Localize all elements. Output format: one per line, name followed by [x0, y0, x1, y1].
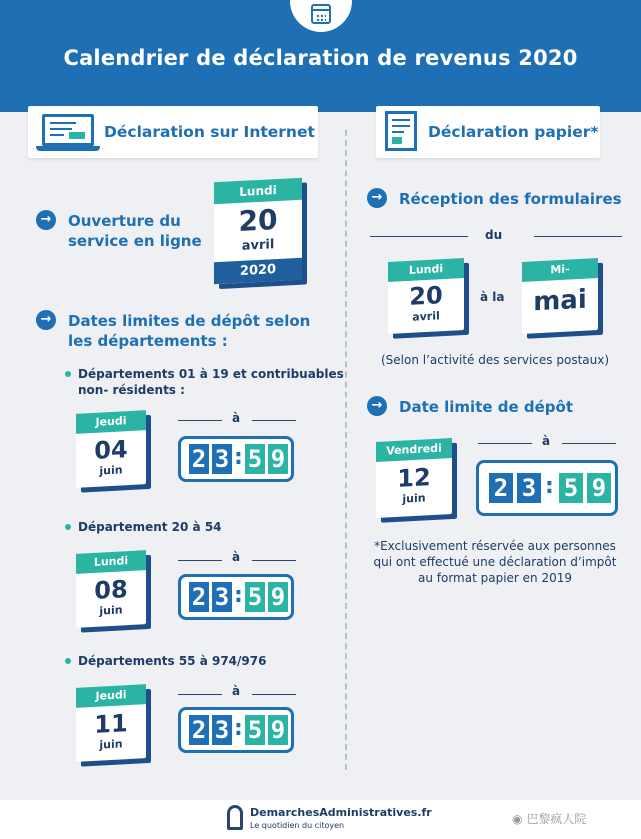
- group3-label: Départements 55 à 974/976: [78, 654, 267, 668]
- column-divider: [345, 130, 347, 770]
- separator-line: [178, 694, 222, 695]
- time-colon: :: [234, 445, 243, 470]
- a-label: à: [232, 684, 241, 698]
- opening-calendar: [214, 178, 302, 285]
- laptop-base: [36, 146, 100, 151]
- calendar-month: juin: [99, 737, 123, 752]
- calendar-day: 11: [94, 709, 128, 739]
- time-digit: 3: [212, 582, 232, 612]
- calendar-month: avril: [241, 237, 275, 254]
- a-la-label: à la: [480, 290, 505, 304]
- paper-footnote: *Exclusivement réservée aux personnes qui ont effectué une déclaration d’impôt au format papier en 2019: [373, 539, 617, 585]
- deadline-calendar: [376, 438, 452, 518]
- deadline-heading: Date limite de dépôt: [399, 398, 574, 416]
- group1-calendar: [76, 410, 146, 488]
- time-colon: :: [545, 474, 554, 499]
- calendar-weekday: Lundi: [214, 178, 302, 205]
- reception-to-calendar: [522, 258, 598, 334]
- bullet: [65, 658, 71, 664]
- opening-heading: Ouverture du service en ligne: [68, 212, 202, 250]
- arrow-right-icon: →: [36, 210, 56, 230]
- footer-tagline: Le quotidien du citoyen: [250, 821, 345, 830]
- separator-line: [178, 560, 222, 561]
- separator-line: [534, 236, 622, 237]
- footer-brand: DemarchesAdministratives.fr: [250, 806, 432, 819]
- postal-note: (Selon l’activité des services postaux): [380, 353, 610, 367]
- calendar-month: juin: [99, 603, 123, 618]
- wechat-icon: ◉: [512, 812, 523, 826]
- calendar-month: mai: [533, 284, 587, 318]
- calendar-month: juin: [402, 491, 426, 506]
- wechat-watermark: ◉ 巴黎疯人院: [512, 812, 587, 826]
- calendar-day: 08: [94, 575, 128, 605]
- section-label-internet: Déclaration sur Internet: [104, 123, 315, 141]
- time-digit: 2: [189, 715, 209, 745]
- bullet: [65, 371, 71, 377]
- time-digit: 3: [517, 473, 541, 503]
- a-label: à: [232, 411, 241, 425]
- calendar-month: juin: [99, 463, 123, 478]
- calendar-day: 20: [238, 202, 278, 239]
- reception-heading: Réception des formulaires: [399, 190, 622, 208]
- calendar-weekday: Jeudi: [76, 684, 146, 708]
- separator-line: [562, 443, 616, 444]
- calendar-day: 12: [397, 463, 431, 493]
- group3-calendar: [76, 684, 146, 762]
- du-label: du: [485, 228, 503, 242]
- group2-time: [178, 574, 294, 620]
- calendar-weekday: Lundi: [388, 258, 464, 282]
- section-label-paper: Déclaration papier*: [428, 123, 599, 141]
- group1-time: [178, 436, 294, 482]
- group1-label: Départements 01 à 19 et contribuables non- résidents :: [78, 367, 344, 397]
- time-digit: 5: [559, 473, 583, 503]
- time-digit: 2: [489, 473, 513, 503]
- calendar-weekday: Vendredi: [376, 438, 452, 462]
- document-icon: [385, 111, 417, 151]
- group3-time: [178, 707, 294, 753]
- group2-label: Département 20 à 54: [78, 520, 222, 534]
- time-digit: 3: [212, 715, 232, 745]
- time-digit: 9: [268, 715, 288, 745]
- a-label: à: [542, 434, 551, 448]
- time-colon: :: [234, 716, 243, 741]
- bullet: [65, 524, 71, 530]
- separator-line: [252, 420, 296, 421]
- calendar-day: 04: [94, 435, 128, 465]
- a-label: à: [232, 550, 241, 564]
- calendar-year: 2020: [214, 258, 302, 285]
- calendar-weekday: Mi-: [522, 258, 598, 282]
- time-digit: 5: [245, 715, 265, 745]
- arrow-right-icon: →: [367, 396, 387, 416]
- time-digit: 3: [212, 444, 232, 474]
- calendar-weekday: Lundi: [76, 550, 146, 574]
- deadlines-heading: Dates limites de dépôt selon les départements :: [68, 312, 311, 350]
- separator-line: [252, 694, 296, 695]
- time-digit: 9: [268, 582, 288, 612]
- deadline-time: [476, 460, 618, 516]
- separator-line: [252, 560, 296, 561]
- arrow-right-icon: →: [36, 310, 56, 330]
- time-digit: 2: [189, 582, 209, 612]
- calendar-day: 20: [409, 281, 443, 311]
- reception-from-calendar: [388, 258, 464, 334]
- time-digit: 5: [245, 444, 265, 474]
- arrow-right-icon: →: [367, 188, 387, 208]
- calendar-month: avril: [412, 309, 440, 324]
- time-colon: :: [234, 583, 243, 608]
- separator-line: [178, 420, 222, 421]
- laptop-screen: [42, 114, 94, 146]
- group2-calendar: [76, 550, 146, 628]
- time-digit: 9: [587, 473, 611, 503]
- time-digit: 2: [189, 444, 209, 474]
- calendar-weekday: Jeudi: [76, 410, 146, 434]
- page-title: Calendrier de déclaration de revenus 2020: [63, 46, 578, 70]
- separator-line: [478, 443, 532, 444]
- brand-logo-icon: [227, 805, 243, 830]
- time-digit: 9: [268, 444, 288, 474]
- calendar-icon: [311, 4, 331, 24]
- time-digit: 5: [245, 582, 265, 612]
- separator-line: [370, 236, 468, 237]
